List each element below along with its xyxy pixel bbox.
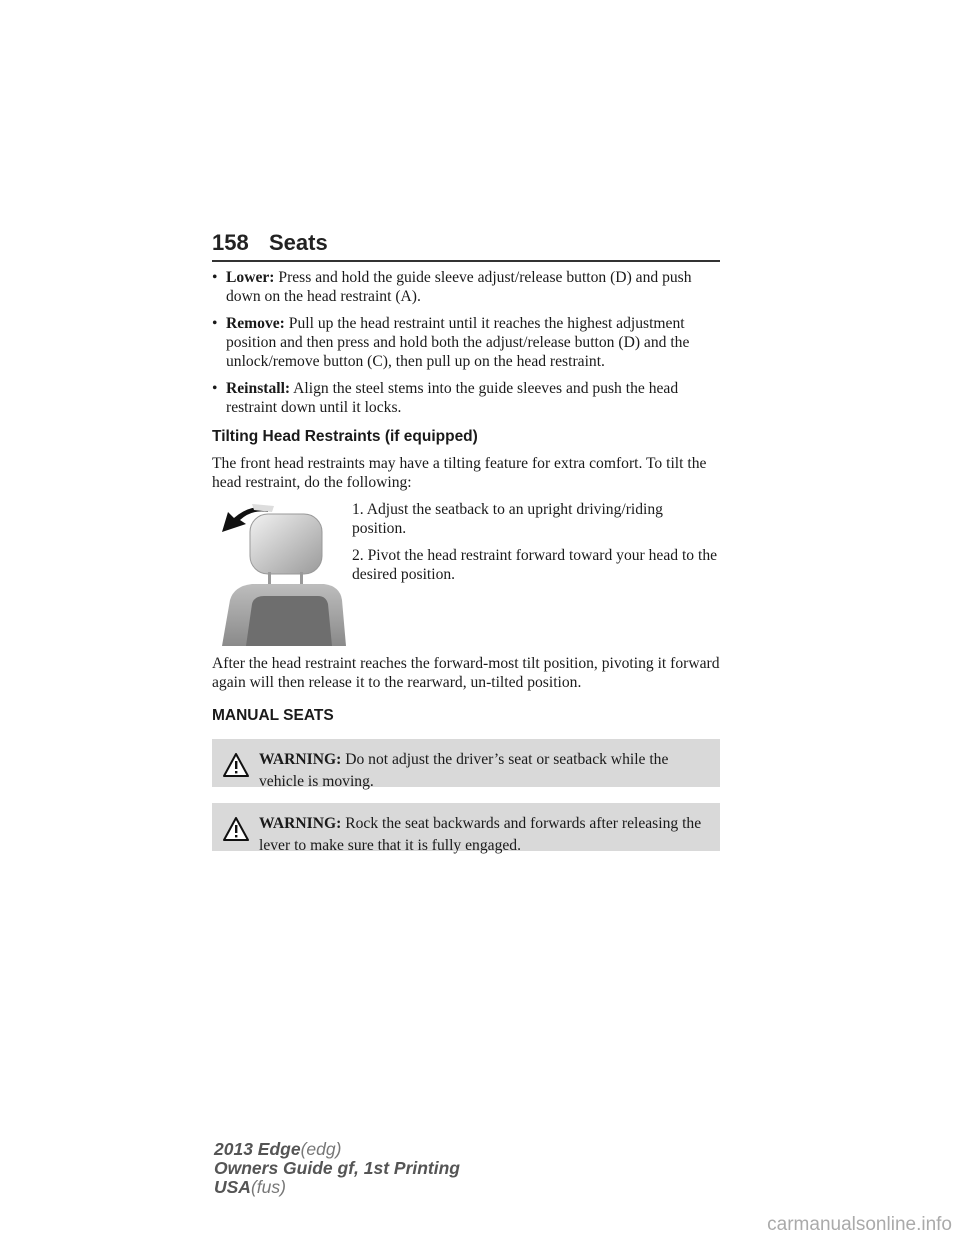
- tilting-heading: Tilting Head Restraints (if equipped): [212, 428, 478, 445]
- tilt-step-1: 1. Adjust the seatback to an upright driving/riding position.: [352, 501, 663, 537]
- bullet-reinstall: • Reinstall: Align the steel stems into the guide sleeves and push the head restraint down until it locks.: [212, 380, 679, 416]
- page-number: 158: [212, 230, 249, 255]
- warning-box: [212, 739, 720, 790]
- tilt-steps-row: [212, 500, 720, 646]
- tilt-steps: [352, 500, 720, 646]
- page-header: [212, 230, 720, 266]
- footer-guide: Owners Guide gf, 1st Printing: [214, 1158, 460, 1178]
- bullet-remove: • Remove: Pull up the head restraint until it reaches the highest adjustment position and then press and hold both the adjust/release button (D) and the unlock/remove button (C), then pull up on the head restraint.: [212, 315, 690, 370]
- bullet-label: Lower:: [226, 269, 275, 286]
- tilting-after: After the head restraint reaches the forward-most tilt position, pivoting it forward again will then release it to the rearward, un-tilted position.: [212, 655, 720, 691]
- warning-label: WARNING:: [259, 815, 342, 832]
- page-footer: [214, 1140, 460, 1197]
- footer-market-code: (fus): [250, 1177, 286, 1197]
- bullet-label: Reinstall:: [226, 380, 291, 397]
- bullet-text: Press and hold the guide sleeve adjust/release button (D) and push down on the head restraint (A).: [226, 269, 692, 305]
- page-content: [212, 268, 720, 867]
- bullet-text: Align the steel stems into the guide sleeves and push the head restraint down until it locks.: [226, 380, 679, 416]
- watermark: carmanualsonline.info: [767, 1214, 952, 1235]
- bullet-lower: • Lower: Press and hold the guide sleeve adjust/release button (D) and push down on the head restraint (A).: [212, 269, 692, 305]
- warning-text: Rock the seat backwards and forwards after releasing the lever to make sure that it is fully engaged.: [259, 815, 702, 854]
- warning-text: Do not adjust the driver’s seat or seatback while the vehicle is moving.: [259, 751, 669, 790]
- manual-seats-heading: MANUAL SEATS: [212, 707, 334, 724]
- warning-label: WARNING:: [259, 751, 342, 768]
- footer-model-code: (edg): [300, 1139, 342, 1159]
- warning-triangle-icon: [223, 817, 249, 841]
- warning-triangle-icon: [223, 753, 249, 777]
- tilting-intro: The front head restraints may have a tilting feature for extra comfort. To tilt the head restraint, do the following:: [212, 455, 707, 491]
- bullet-text: Pull up the head restraint until it reaches the highest adjustment position and then press and hold both the adjust/release button (D) and the unlock/remove button (C), then pull up on the head restraint.: [226, 315, 690, 370]
- head-restraint-tilt-illustration: [212, 500, 352, 646]
- warning-box: [212, 803, 720, 854]
- bullet-label: Remove:: [226, 315, 285, 332]
- footer-model: 2013 Edge: [214, 1139, 301, 1159]
- section-title: Seats: [269, 230, 328, 255]
- footer-market: USA: [214, 1177, 251, 1197]
- header-rule: [212, 260, 720, 262]
- tilt-step-2: 2. Pivot the head restraint forward toward your head to the desired position.: [352, 547, 718, 583]
